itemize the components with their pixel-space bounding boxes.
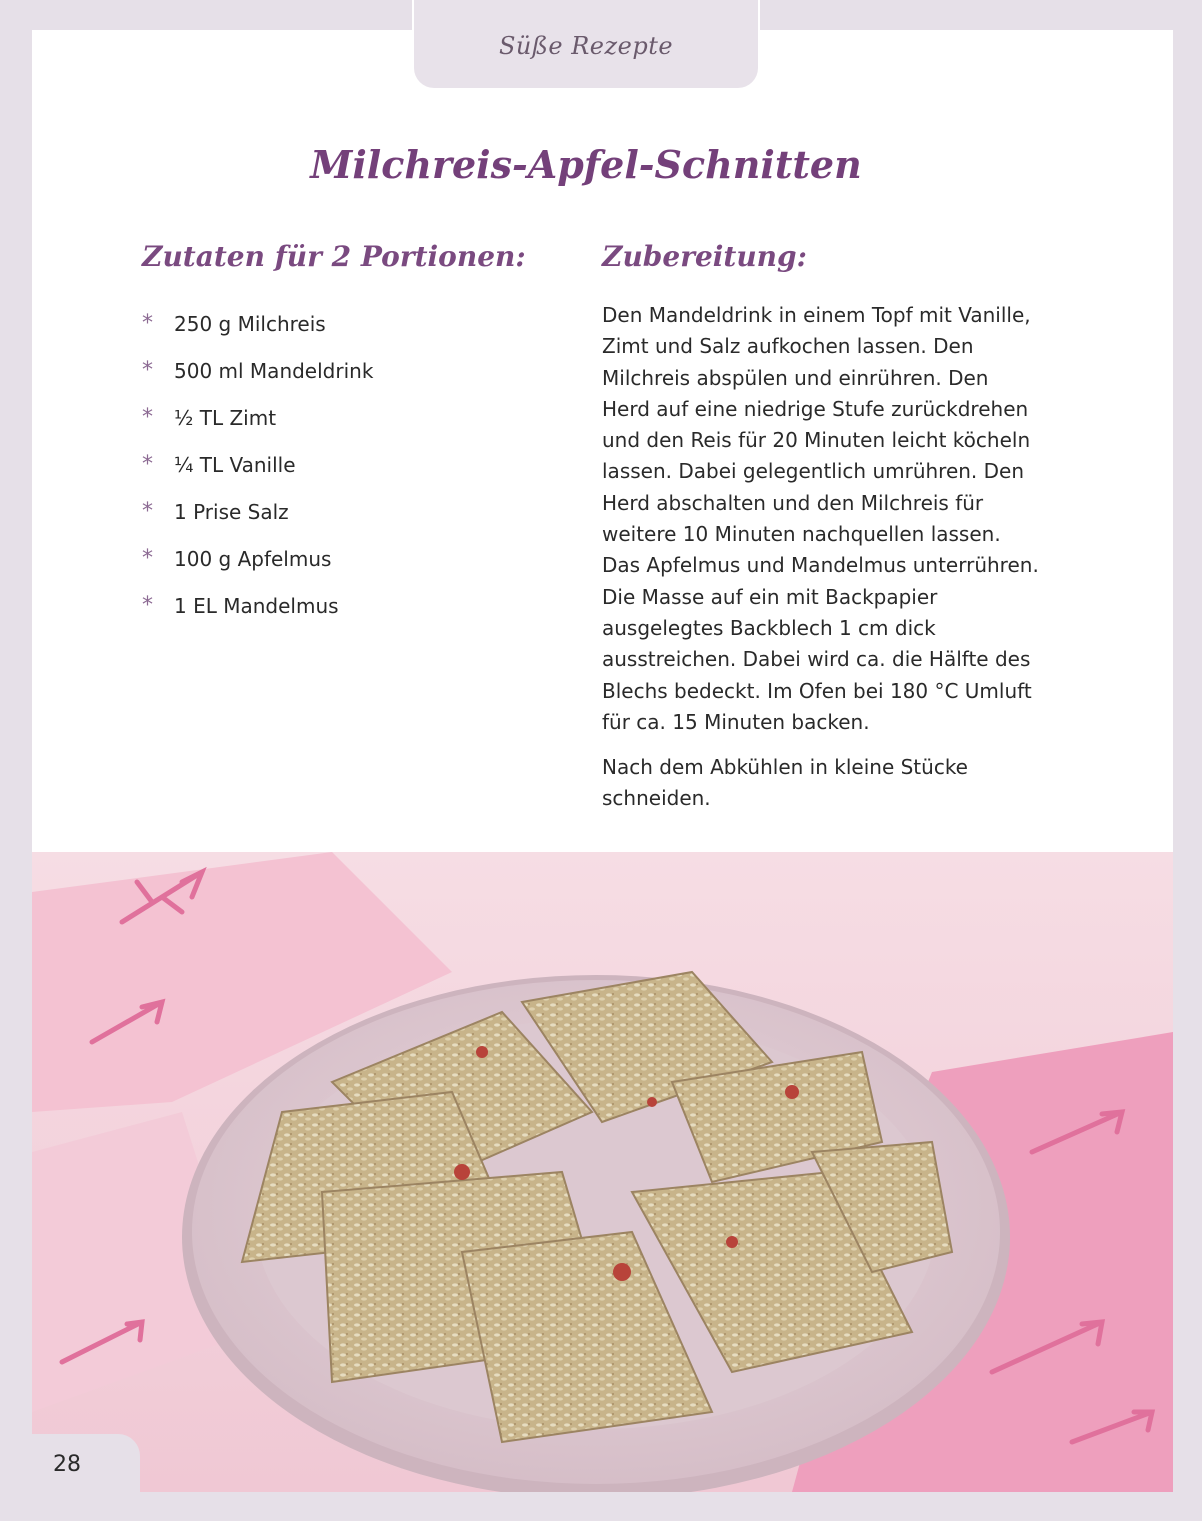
ingredient-text: ½ TL Zimt xyxy=(174,405,277,430)
ingredient-text: 500 ml Mandeldrink xyxy=(174,358,374,383)
ingredient-text: 1 EL Mandelmus xyxy=(174,593,339,618)
section-tab xyxy=(412,0,760,90)
ingredients-heading: Zutaten für 2 Portionen: xyxy=(142,240,526,273)
ingredients-list xyxy=(142,300,373,629)
page-number: 28 xyxy=(53,1452,81,1477)
page-number-tab xyxy=(0,1434,140,1521)
recipe-title: Milchreis-Apfel-Schnitten xyxy=(310,142,862,187)
asterisk-icon: * xyxy=(142,357,153,383)
ingredient-item xyxy=(142,582,373,629)
ingredient-text: ¼ TL Vanille xyxy=(174,452,296,477)
asterisk-icon: * xyxy=(142,498,153,524)
asterisk-icon: * xyxy=(142,592,153,618)
ingredient-item xyxy=(142,488,373,535)
preparation-text xyxy=(602,300,1042,829)
asterisk-icon: * xyxy=(142,545,153,571)
ingredient-item xyxy=(142,535,373,582)
ingredient-item xyxy=(142,394,373,441)
preparation-paragraph: Nach dem Abkühlen in kleine Stücke schneiden. xyxy=(602,755,968,811)
ingredient-text: 1 Prise Salz xyxy=(174,499,289,524)
asterisk-icon: * xyxy=(142,310,153,336)
ingredient-text: 100 g Apfelmus xyxy=(174,546,332,571)
preparation-paragraph: Den Mandeldrink in einem Topf mit Vanille, Zimt und Salz aufkochen lassen. Den Milchreis abspülen und einrühren. Den Herd auf eine niedrige Stufe zurückdrehen und den Reis für 20 Minuten leicht köcheln lassen. Dabei gelegentlich umrühren. Den Herd abschalten und den Milchreis für weitere 10 Minuten nachquellen lassen. Das Apfelmus und Mandelmus unterrühren. Die Masse auf ein mit Backpapier ausgelegtes Backblech 1 cm dick ausstreichen. Dabei wird ca. die Hälfte des Blechs bedeckt. Im Ofen bei 180 °C Umluft für ca. 15 Minuten backen. xyxy=(602,303,1039,734)
ingredient-text: 250 g Milchreis xyxy=(174,311,326,336)
ingredient-item xyxy=(142,441,373,488)
preparation-heading: Zubereitung: xyxy=(602,240,807,273)
asterisk-icon: * xyxy=(142,404,153,430)
ingredient-item xyxy=(142,300,373,347)
recipe-photo xyxy=(32,852,1173,1492)
asterisk-icon: * xyxy=(142,451,153,477)
ingredient-item xyxy=(142,347,373,394)
section-label: Süße Rezepte xyxy=(498,32,674,60)
